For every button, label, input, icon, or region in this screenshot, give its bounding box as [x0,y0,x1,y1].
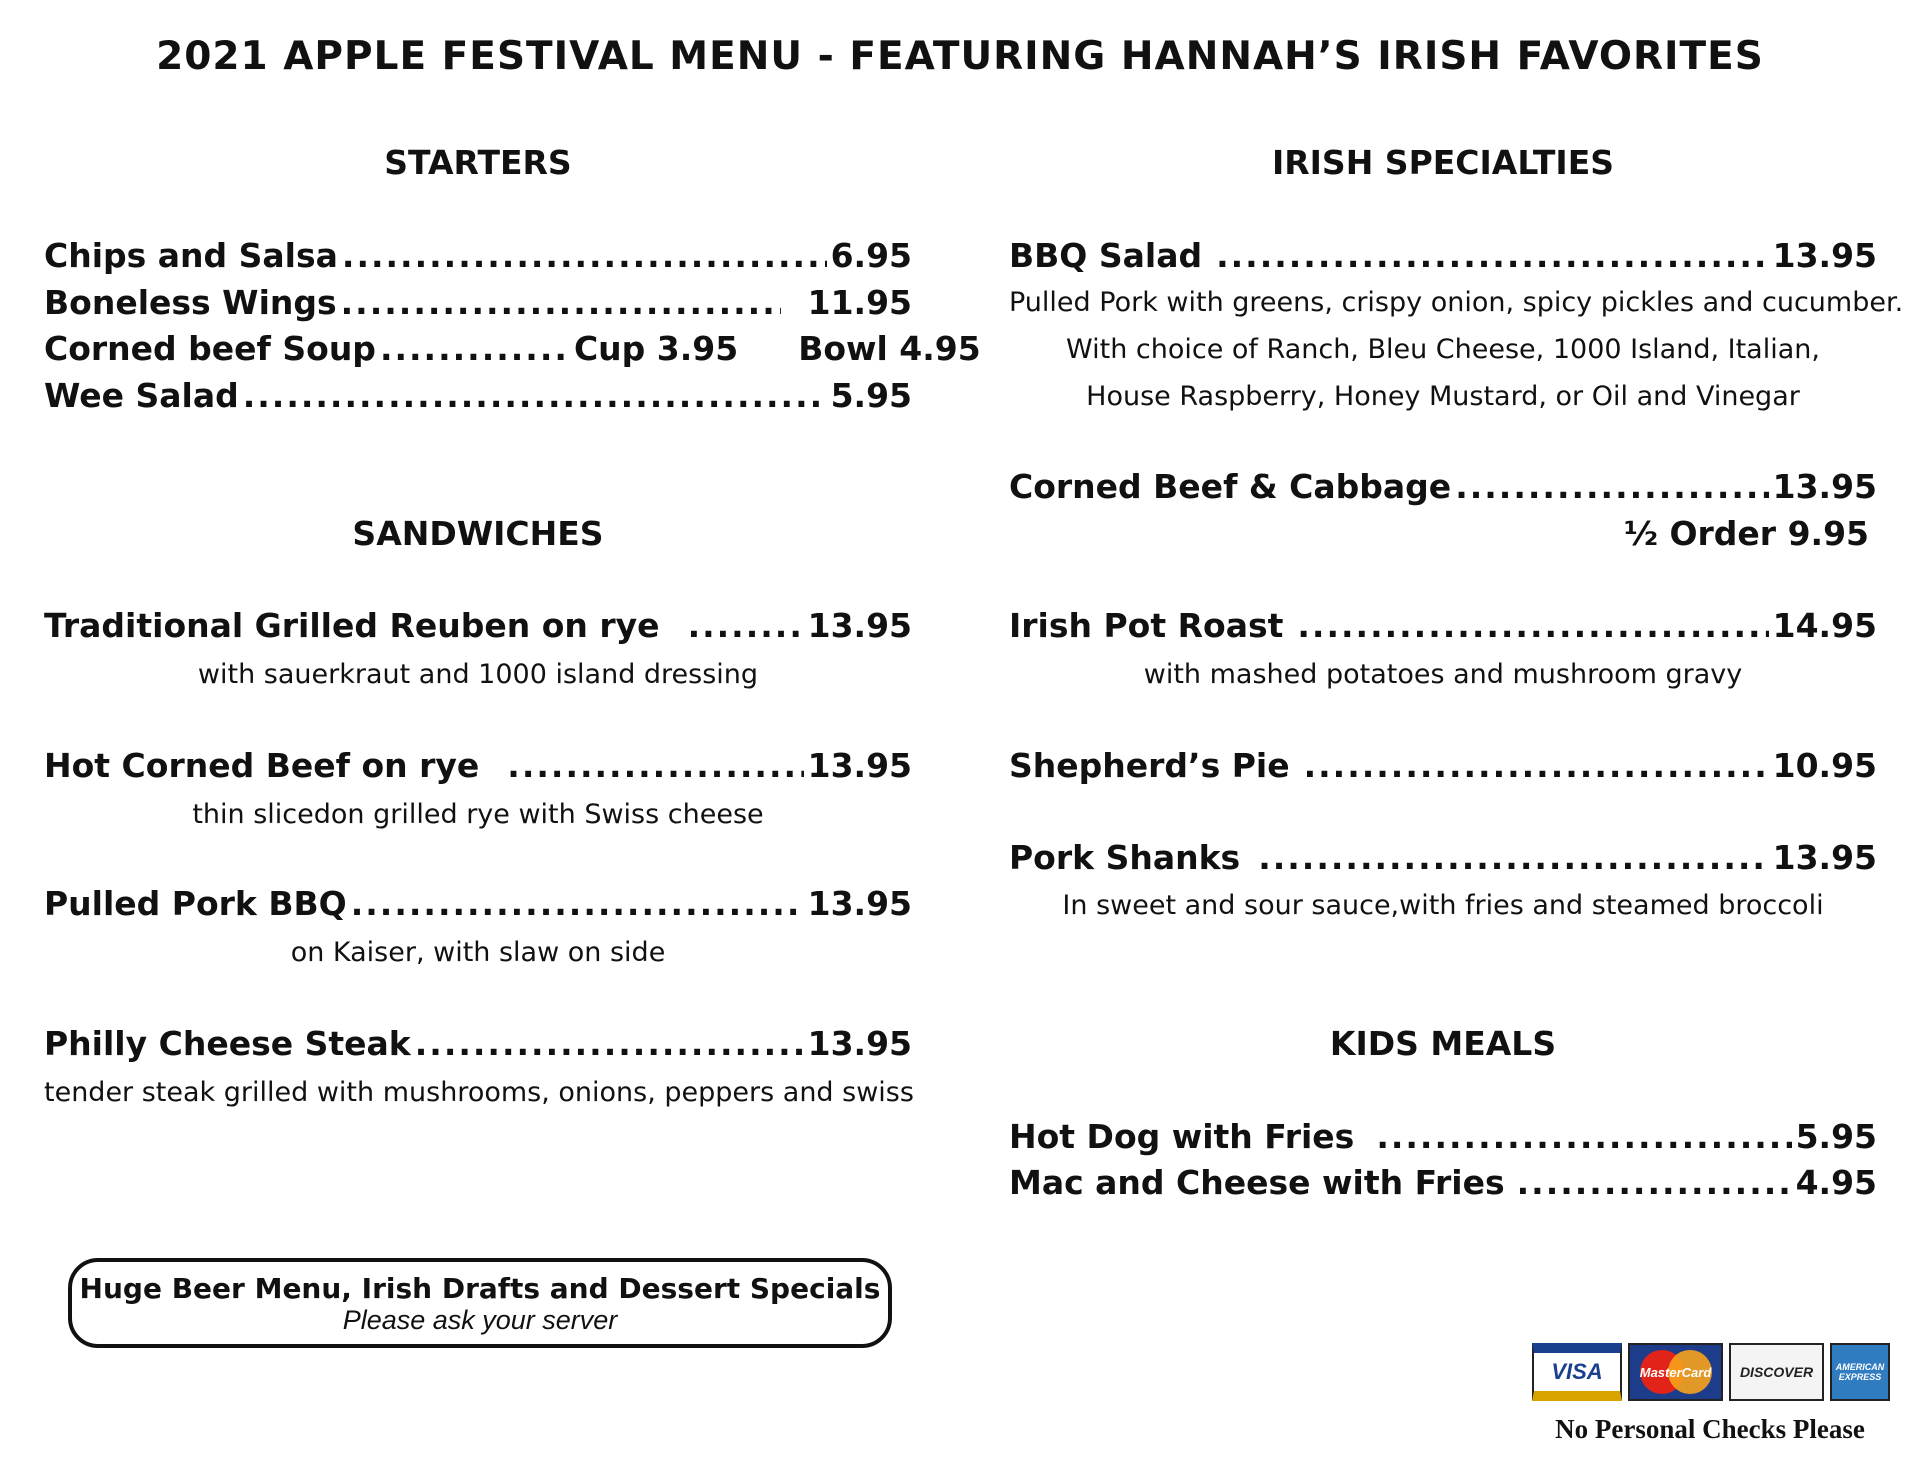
discover-card-icon [1729,1343,1824,1401]
menu-item-row [1009,746,1877,786]
menu-item-row [44,236,912,276]
starters-heading: STARTERS [384,143,572,182]
item-price: 13.95 [807,746,912,785]
menu-item-row [1009,1117,1877,1157]
item-name: Irish Pot Roast [1009,606,1284,645]
amex-card-icon [1830,1343,1890,1401]
leader-dots [415,1024,804,1063]
item-name: Corned Beef & Cabbage [1009,467,1452,506]
item-name: Wee Salad [44,376,239,415]
item-name: Hot Corned Beef on rye [44,746,480,785]
item-price: 13.95 [807,1024,912,1063]
item-name: Traditional Grilled Reuben on rye [44,606,660,645]
item-price: 10.95 [1772,746,1877,785]
menu-title: 2021 APPLE FESTIVAL MENU - FEATURING HANNAH’S IRISH FAVORITES [156,34,1764,79]
half-order-price: ½ Order 9.95 [1623,514,1869,553]
visa-card-label: VISA [1551,1359,1603,1384]
item-price: 13.95 [1772,838,1877,877]
leader-dots [1376,1117,1791,1156]
item-name: Philly Cheese Steak [44,1024,411,1063]
beer-menu-notice-box [68,1258,892,1348]
item-name: Chips and Salsa [44,236,338,275]
item-name: BBQ Salad [1009,236,1203,275]
item-description: tender steak grilled with mushrooms, onions, peppers and swiss [44,1077,914,1108]
leader-dots [341,283,781,322]
leader-dots [1258,838,1768,877]
amex-card-label: AMERICAN EXPRESS [1835,1362,1885,1382]
discover-card-label: DISCOVER [1739,1364,1814,1380]
menu-item-row [44,606,912,646]
item-name: Shepherd’s Pie [1009,746,1290,785]
item-description: on Kaiser, with slaw on side [290,937,666,968]
notice-line-2: Please ask your server [342,1305,618,1335]
item-name: Hot Dog with Fries [1009,1117,1355,1156]
leader-dots [380,329,570,368]
mastercard-card-label: MasterCard [1639,1364,1712,1380]
notice-line-1: Huge Beer Menu, Irish Drafts and Dessert Specials [79,1272,881,1305]
item-description: With choice of Ranch, Bleu Cheese, 1000 Island, Italian, [1066,334,1820,365]
menu-item-row [44,884,912,924]
menu-item-row [1009,236,1877,276]
item-description: House Raspberry, Honey Mustard, or Oil and Vinegar [1086,381,1800,412]
accepted-cards [1532,1343,1888,1401]
item-price: 13.95 [807,884,912,923]
item-price: 13.95 [807,606,912,645]
item-description: with mashed potatoes and mushroom gravy [1143,659,1743,690]
irish-specialties-heading: IRISH SPECIALTIES [1271,143,1615,182]
item-price-cup: Cup 3.95 [573,329,739,368]
item-price: 13.95 [1772,467,1877,506]
leader-dots [1304,746,1769,785]
menu-item-row [1009,1163,1877,1203]
leader-dots [1297,606,1768,645]
item-description: with sauerkraut and 1000 island dressing [197,659,759,690]
item-description: thin slicedon grilled rye with Swiss cheese [192,799,764,830]
menu-item-row [1009,606,1877,646]
item-price: 14.95 [1772,606,1877,645]
leader-dots [351,884,804,923]
item-name: Boneless Wings [44,283,337,322]
item-name: Pulled Pork BBQ [44,884,347,923]
leader-dots [1216,236,1769,275]
kids-meals-heading: KIDS MEALS [1329,1024,1557,1063]
visa-card-icon [1532,1343,1622,1401]
item-price: 5.95 [830,376,912,415]
menu-item-row [44,746,912,786]
leader-dots [342,236,827,275]
item-description: In sweet and sour sauce,with fries and steamed broccoli [1062,890,1824,921]
menu-item-row [1009,838,1877,878]
no-checks-note: No Personal Checks Please [1555,1414,1865,1444]
item-price: 4.95 [1795,1163,1877,1202]
item-name: Corned beef Soup [44,329,376,368]
menu-item-row [1009,467,1877,507]
menu-item-row [44,376,912,416]
item-price: 13.95 [1772,236,1877,275]
leader-dots [243,376,827,415]
menu-item-row [44,1024,912,1064]
item-description: Pulled Pork with greens, crispy onion, spicy pickles and cucumber. [1009,287,1904,318]
leader-dots [507,746,803,785]
item-price: 6.95 [830,236,912,275]
leader-dots [1517,1163,1792,1202]
mastercard-card-icon [1628,1343,1723,1401]
item-price: 11.95 [807,283,912,322]
menu-item-row [44,329,981,369]
leader-dots [1455,467,1768,506]
leader-dots [688,606,804,645]
menu-item-row [44,283,912,323]
sandwiches-heading: SANDWICHES [352,514,604,553]
item-name: Pork Shanks [1009,838,1241,877]
item-name: Mac and Cheese with Fries [1009,1163,1505,1202]
item-price-bowl: Bowl 4.95 [798,329,981,368]
item-price: 5.95 [1795,1117,1877,1156]
